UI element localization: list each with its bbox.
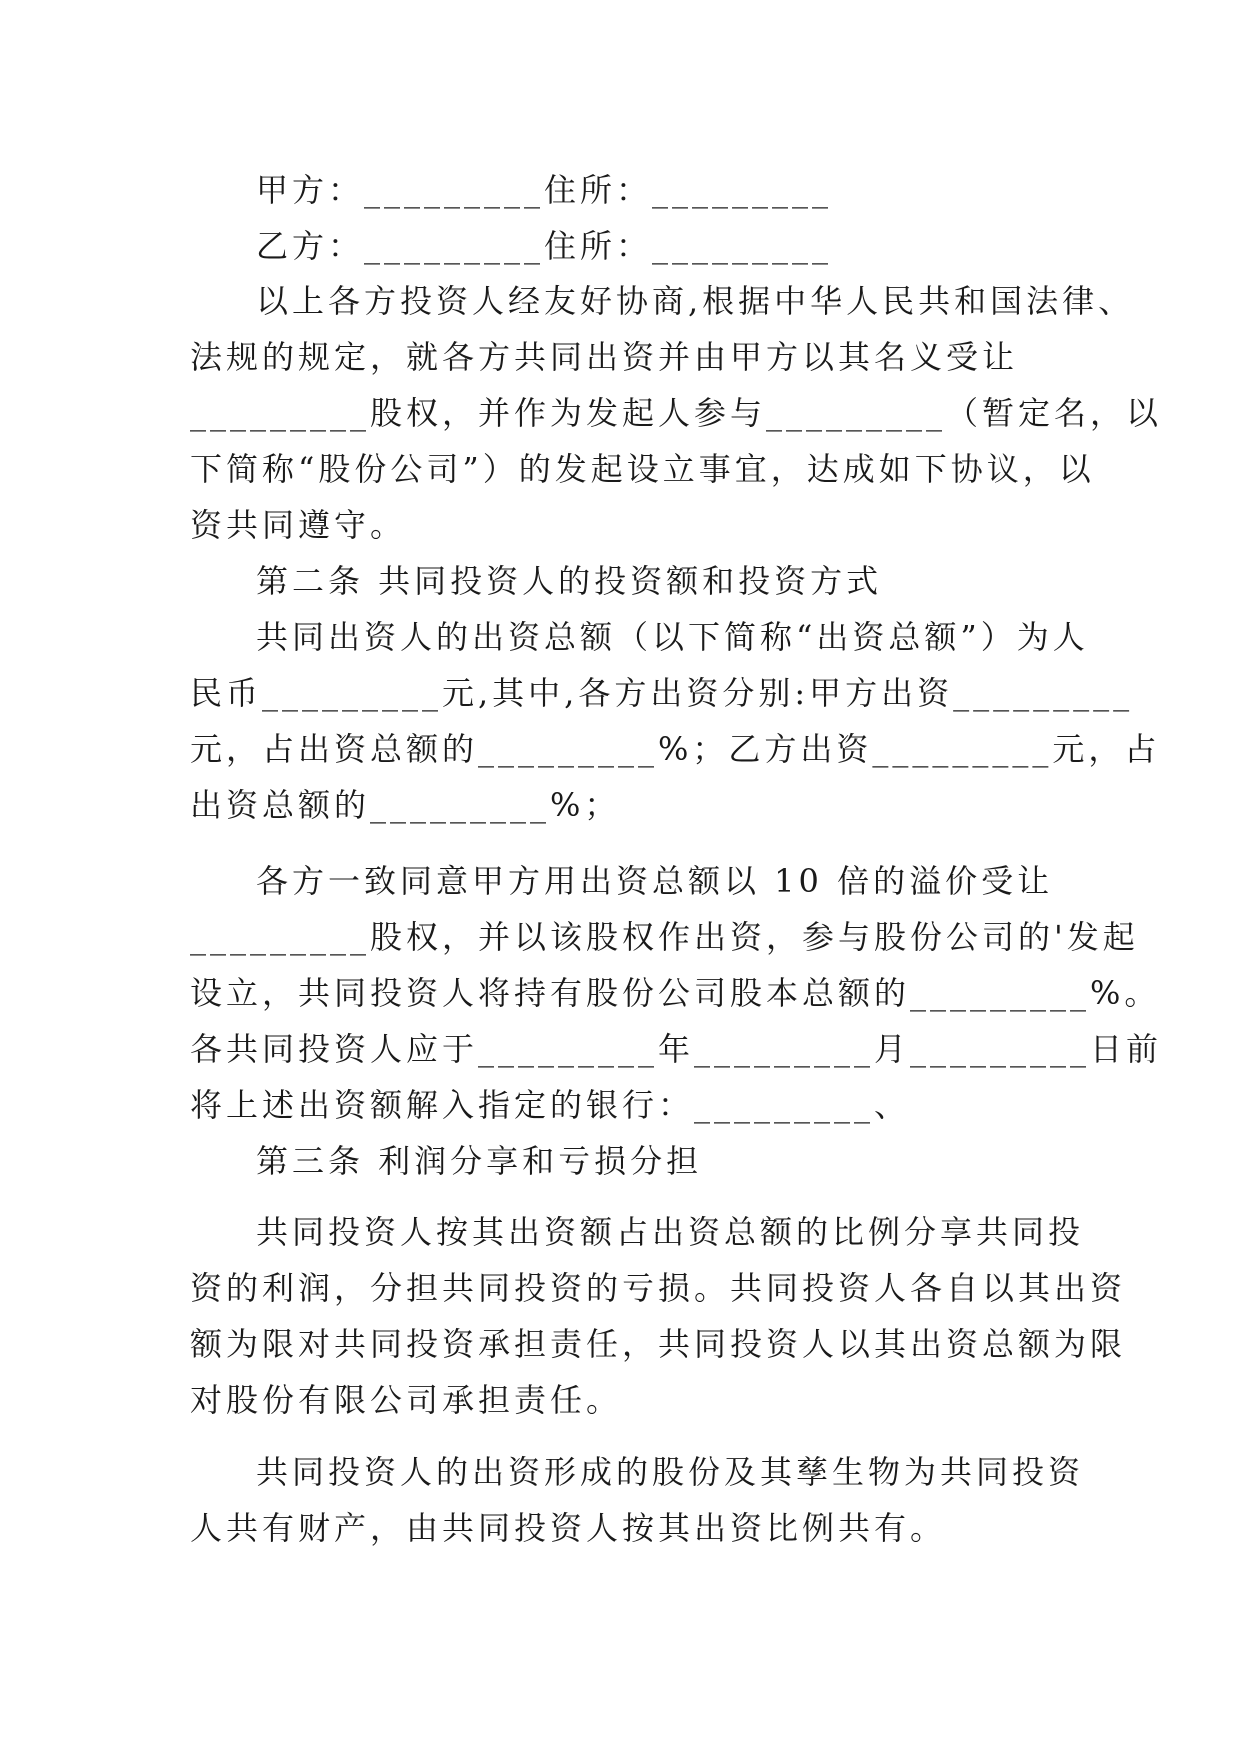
paragraph-line: 出资总额的_________%； [190, 786, 621, 824]
paragraph-line: 共同投资人的出资形成的股份及其孳生物为共同投资 [256, 1453, 1085, 1491]
paragraph-line: 元，占出资总额的_________%；乙方出资_________元，占 [190, 730, 1161, 768]
paragraph-line: _________股权，并以该股权作出资，参与股份公司的'发起 [190, 918, 1139, 956]
paragraph-line: 法规的规定，就各方共同出资并由甲方以其名义受让 [190, 338, 1019, 376]
article-3-heading: 第三条 利润分享和亏损分担 [256, 1142, 703, 1180]
article-2-heading: 第二条 共同投资人的投资额和投资方式 [256, 562, 883, 600]
paragraph-line: 人共有财产，由共同投资人按其出资比例共有。 [190, 1509, 947, 1547]
party-b-line: 乙方：_________住所：_________ [256, 227, 833, 265]
paragraph-line: _________股权，并作为发起人参与_________（暂定名，以 [190, 394, 1163, 432]
paragraph-line: 额为限对共同投资承担责任，共同投资人以其出资总额为限 [190, 1325, 1127, 1363]
paragraph-line: 以上各方投资人经友好协商,根据中华人民共和国法律、 [256, 282, 1135, 320]
paragraph-line: 资的利润，分担共同投资的亏损。共同投资人各自以其出资 [190, 1269, 1127, 1307]
paragraph-line: 将上述出资额解入指定的银行：_________、 [190, 1086, 911, 1124]
paragraph-line: 设立，共同投资人将持有股份公司股本总额的_________%。 [190, 974, 1161, 1012]
paragraph-line: 对股份有限公司承担责任。 [190, 1381, 623, 1419]
paragraph-line: 各方一致同意甲方用出资总额以 10 倍的溢价受让 [256, 862, 1054, 900]
paragraph-line: 民币_________元,其中,各方出资分别:甲方出资_________ [190, 674, 1134, 712]
paragraph-line: 共同投资人按其出资额占出资总额的比例分享共同投 [256, 1213, 1085, 1251]
paragraph-line: 各共同投资人应于_________年_________月_________日前 [190, 1030, 1163, 1068]
party-a-line: 甲方：_________住所：_________ [256, 171, 833, 209]
paragraph-line: 资共同遵守。 [190, 506, 407, 544]
paragraph-line: 下简称“股份公司”）的发起设立事宜，达成如下协议，以 [190, 450, 1095, 488]
paragraph-line: 共同出资人的出资总额（以下简称“出资总额”）为人 [256, 618, 1089, 656]
